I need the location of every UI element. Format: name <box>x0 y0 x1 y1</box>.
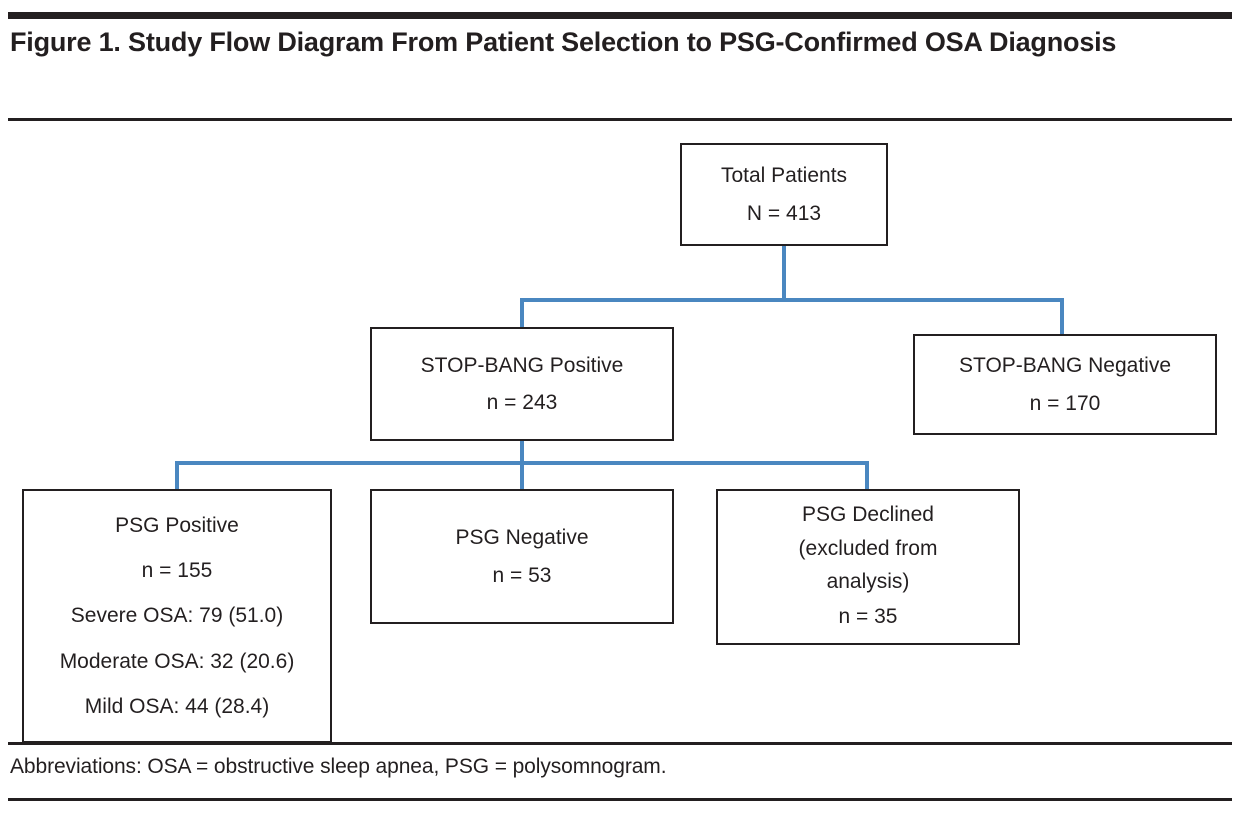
node-psg-positive-mild: Mild OSA: 44 (28.4) <box>84 694 270 718</box>
connector-to-psg-positive <box>175 461 179 491</box>
node-psg-negative-label: PSG Negative <box>455 526 589 550</box>
abbreviations-footnote: Abbreviations: OSA = obstructive sleep apnea, PSG = polysomnogram. <box>10 755 667 778</box>
node-psg-negative-count: n = 53 <box>492 563 552 587</box>
node-total-patients-label: Total Patients <box>720 164 848 188</box>
node-stopbang-positive <box>370 327 674 441</box>
connector-to-psg-negative <box>520 461 524 491</box>
node-total-patients <box>680 143 888 246</box>
node-psg-positive-label: PSG Positive <box>115 513 239 537</box>
node-total-patients-count: N = 413 <box>746 201 822 225</box>
connector-total-horizontal <box>520 298 1064 302</box>
connector-to-psg-declined <box>865 461 869 491</box>
node-psg-positive-moderate: Moderate OSA: 32 (20.6) <box>59 649 295 673</box>
node-psg-positive-severe: Severe OSA: 79 (51.0) <box>70 604 284 628</box>
node-stopbang-negative-label: STOP-BANG Negative <box>958 354 1172 378</box>
node-psg-negative <box>370 489 674 624</box>
node-stopbang-positive-count: n = 243 <box>486 391 558 414</box>
top-rule <box>8 12 1232 19</box>
node-psg-declined-note-line2: analysis) <box>826 570 910 593</box>
node-psg-declined-count: n = 35 <box>838 605 898 629</box>
node-psg-declined <box>716 489 1020 645</box>
connector-total-stem <box>782 246 786 302</box>
node-stopbang-negative <box>913 334 1217 435</box>
node-psg-declined-note-line1: (excluded from <box>798 536 938 560</box>
figure-title: Figure 1. Study Flow Diagram From Patient Selection to PSG-Confirmed OSA Diagnosis <box>10 27 1117 57</box>
node-psg-positive <box>22 489 332 743</box>
node-stopbang-positive-label: STOP-BANG Positive <box>420 353 624 377</box>
bottom-rule <box>8 798 1232 801</box>
node-stopbang-negative-count: n = 170 <box>1029 391 1101 415</box>
connector-to-stopbang-negative <box>1060 298 1064 336</box>
node-psg-declined-label: PSG Declined <box>802 503 934 527</box>
connector-to-stopbang-positive <box>520 298 524 329</box>
study-flow-diagram <box>0 121 1240 742</box>
node-psg-positive-count: n = 155 <box>141 559 213 583</box>
